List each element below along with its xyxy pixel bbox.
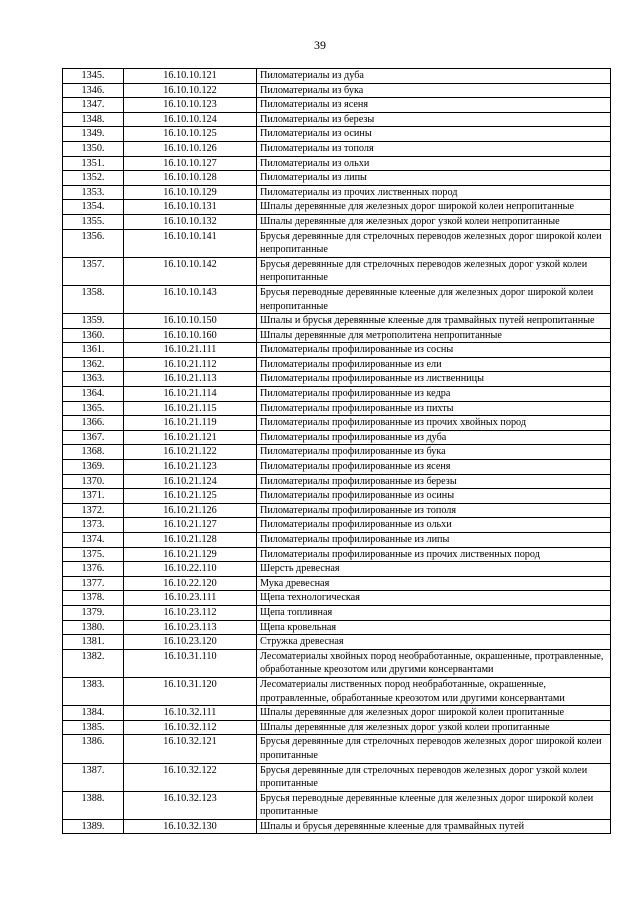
name-cell: Пиломатериалы из дуба — [257, 69, 611, 84]
table-row — [63, 387, 611, 402]
table-row — [63, 677, 611, 705]
code-cell: 16.10.32.130 — [124, 819, 257, 834]
table-row — [63, 591, 611, 606]
table-row — [63, 763, 611, 791]
table-row — [63, 620, 611, 635]
code-cell: 16.10.31.120 — [124, 677, 257, 705]
row-number-cell: 1368. — [63, 445, 124, 460]
row-number-cell: 1348. — [63, 112, 124, 127]
code-cell: 16.10.10.126 — [124, 141, 257, 156]
table-row — [63, 328, 611, 343]
table-row — [63, 200, 611, 215]
row-number-cell: 1369. — [63, 460, 124, 475]
code-cell: 16.10.10.125 — [124, 127, 257, 142]
name-cell: Пиломатериалы профилированные из сосны — [257, 343, 611, 358]
name-cell: Шпалы и брусья деревянные клееные для трамвайных путей — [257, 819, 611, 834]
code-cell: 16.10.32.111 — [124, 706, 257, 721]
table-row — [63, 69, 611, 84]
row-number-cell: 1371. — [63, 489, 124, 504]
row-number-cell: 1389. — [63, 819, 124, 834]
row-number-cell: 1354. — [63, 200, 124, 215]
row-number-cell: 1388. — [63, 791, 124, 819]
name-cell: Щепа технологическая — [257, 591, 611, 606]
name-cell: Пиломатериалы из липы — [257, 171, 611, 186]
row-number-cell: 1353. — [63, 185, 124, 200]
table-row — [63, 416, 611, 431]
name-cell: Шпалы деревянные для железных дорог широкой колеи пропитанные — [257, 706, 611, 721]
code-cell: 16.10.21.127 — [124, 518, 257, 533]
code-cell: 16.10.21.121 — [124, 430, 257, 445]
name-cell: Брусья деревянные для стрелочных переводов железных дорог широкой колеи пропитанные — [257, 735, 611, 763]
name-cell: Пиломатериалы профилированные из березы — [257, 474, 611, 489]
row-number-cell: 1385. — [63, 720, 124, 735]
table-row — [63, 547, 611, 562]
table-row — [63, 314, 611, 329]
code-cell: 16.10.21.114 — [124, 387, 257, 402]
name-cell: Брусья деревянные для стрелочных переводов железных дорог узкой колеи непропитанные — [257, 257, 611, 285]
row-number-cell: 1366. — [63, 416, 124, 431]
table-row — [63, 445, 611, 460]
table-row — [63, 430, 611, 445]
code-cell: 16.10.23.111 — [124, 591, 257, 606]
code-cell: 16.10.10.142 — [124, 257, 257, 285]
code-cell: 16.10.21.126 — [124, 503, 257, 518]
row-number-cell: 1373. — [63, 518, 124, 533]
table-row — [63, 518, 611, 533]
code-cell: 16.10.23.112 — [124, 605, 257, 620]
row-number-cell: 1360. — [63, 328, 124, 343]
name-cell: Шпалы деревянные для железных дорог широкой колеи непропитанные — [257, 200, 611, 215]
name-cell: Щепа кровельная — [257, 620, 611, 635]
name-cell: Пиломатериалы профилированные из ясеня — [257, 460, 611, 475]
code-cell: 16.10.32.123 — [124, 791, 257, 819]
name-cell: Брусья переводные деревянные клееные для железных дорог широкой колеи непропитанные — [257, 285, 611, 313]
name-cell: Пиломатериалы профилированные из осины — [257, 489, 611, 504]
code-cell: 16.10.21.123 — [124, 460, 257, 475]
row-number-cell: 1379. — [63, 605, 124, 620]
row-number-cell: 1380. — [63, 620, 124, 635]
code-cell: 16.10.10.150 — [124, 314, 257, 329]
name-cell: Пиломатериалы профилированные из пихты — [257, 401, 611, 416]
code-cell: 16.10.21.128 — [124, 533, 257, 548]
row-number-cell: 1362. — [63, 357, 124, 372]
name-cell: Лесоматериалы лиственных пород необработанные, окрашенные, протравленные, обработанные креозотом или другими консервантами — [257, 677, 611, 705]
row-number-cell: 1376. — [63, 562, 124, 577]
table-row — [63, 98, 611, 113]
name-cell: Пиломатериалы профилированные из бука — [257, 445, 611, 460]
name-cell: Пиломатериалы из осины — [257, 127, 611, 142]
code-cell: 16.10.10.160 — [124, 328, 257, 343]
page-number: 39 — [314, 38, 326, 52]
name-cell: Пиломатериалы из тополя — [257, 141, 611, 156]
row-number-cell: 1363. — [63, 372, 124, 387]
name-cell: Пиломатериалы профилированные из дуба — [257, 430, 611, 445]
table-row — [63, 185, 611, 200]
row-number-cell: 1358. — [63, 285, 124, 313]
name-cell: Пиломатериалы из ольхи — [257, 156, 611, 171]
table-row — [63, 343, 611, 358]
code-cell: 16.10.31.110 — [124, 649, 257, 677]
table-row — [63, 357, 611, 372]
row-number-cell: 1351. — [63, 156, 124, 171]
table-row — [63, 503, 611, 518]
table-row — [63, 229, 611, 257]
table-row — [63, 214, 611, 229]
name-cell: Шпалы деревянные для железных дорог узкой колеи пропитанные — [257, 720, 611, 735]
code-cell: 16.10.10.131 — [124, 200, 257, 215]
table-body — [63, 69, 611, 834]
name-cell: Шпалы и брусья деревянные клееные для трамвайных путей непропитанные — [257, 314, 611, 329]
table-row — [63, 156, 611, 171]
name-cell: Пиломатериалы из бука — [257, 83, 611, 98]
table-row — [63, 141, 611, 156]
code-cell: 16.10.10.128 — [124, 171, 257, 186]
code-cell: 16.10.21.112 — [124, 357, 257, 372]
code-cell: 16.10.10.124 — [124, 112, 257, 127]
row-number-cell: 1365. — [63, 401, 124, 416]
row-number-cell: 1361. — [63, 343, 124, 358]
row-number-cell: 1345. — [63, 69, 124, 84]
code-cell: 16.10.10.141 — [124, 229, 257, 257]
name-cell: Шпалы деревянные для метрополитена непропитанные — [257, 328, 611, 343]
row-number-cell: 1347. — [63, 98, 124, 113]
table-row — [63, 819, 611, 834]
code-cell: 16.10.21.115 — [124, 401, 257, 416]
name-cell: Пиломатериалы профилированные из прочих хвойных пород — [257, 416, 611, 431]
name-cell: Лесоматериалы хвойных пород необработанные, окрашенные, протравленные, обработанные креозотом или другими консервантами — [257, 649, 611, 677]
code-cell: 16.10.21.129 — [124, 547, 257, 562]
name-cell: Пиломатериалы профилированные из лиственницы — [257, 372, 611, 387]
name-cell: Брусья переводные деревянные клееные для железных дорог широкой колеи пропитанные — [257, 791, 611, 819]
row-number-cell: 1346. — [63, 83, 124, 98]
row-number-cell: 1387. — [63, 763, 124, 791]
table-row — [63, 635, 611, 650]
name-cell: Пиломатериалы из березы — [257, 112, 611, 127]
table-row — [63, 257, 611, 285]
row-number-cell: 1382. — [63, 649, 124, 677]
row-number-cell: 1383. — [63, 677, 124, 705]
table-row — [63, 706, 611, 721]
classification-table — [62, 68, 611, 834]
row-number-cell: 1356. — [63, 229, 124, 257]
code-cell: 16.10.21.125 — [124, 489, 257, 504]
table-row — [63, 562, 611, 577]
code-cell: 16.10.10.123 — [124, 98, 257, 113]
table-row — [63, 791, 611, 819]
row-number-cell: 1359. — [63, 314, 124, 329]
name-cell: Шпалы деревянные для железных дорог узкой колеи непропитанные — [257, 214, 611, 229]
code-cell: 16.10.21.113 — [124, 372, 257, 387]
code-cell: 16.10.23.113 — [124, 620, 257, 635]
table-row — [63, 720, 611, 735]
table-row — [63, 605, 611, 620]
code-cell: 16.10.21.119 — [124, 416, 257, 431]
name-cell: Пиломатериалы профилированные из кедра — [257, 387, 611, 402]
name-cell: Брусья деревянные для стрелочных переводов железных дорог узкой колеи пропитанные — [257, 763, 611, 791]
row-number-cell: 1377. — [63, 576, 124, 591]
table-row — [63, 372, 611, 387]
row-number-cell: 1370. — [63, 474, 124, 489]
table-row — [63, 285, 611, 313]
row-number-cell: 1375. — [63, 547, 124, 562]
name-cell: Пиломатериалы профилированные из липы — [257, 533, 611, 548]
code-cell: 16.10.21.122 — [124, 445, 257, 460]
name-cell: Шерсть древесная — [257, 562, 611, 577]
row-number-cell: 1355. — [63, 214, 124, 229]
code-cell: 16.10.10.132 — [124, 214, 257, 229]
code-cell: 16.10.23.120 — [124, 635, 257, 650]
name-cell: Мука древесная — [257, 576, 611, 591]
row-number-cell: 1378. — [63, 591, 124, 606]
code-cell: 16.10.10.122 — [124, 83, 257, 98]
name-cell: Пиломатериалы профилированные из тополя — [257, 503, 611, 518]
code-cell: 16.10.32.122 — [124, 763, 257, 791]
table-row — [63, 83, 611, 98]
name-cell: Пиломатериалы профилированные из ольхи — [257, 518, 611, 533]
table-row — [63, 460, 611, 475]
code-cell: 16.10.10.121 — [124, 69, 257, 84]
name-cell: Пиломатериалы из ясеня — [257, 98, 611, 113]
row-number-cell: 1357. — [63, 257, 124, 285]
table-row — [63, 112, 611, 127]
table-row — [63, 576, 611, 591]
table-row — [63, 127, 611, 142]
table-row — [63, 735, 611, 763]
table-row — [63, 401, 611, 416]
table-row — [63, 171, 611, 186]
code-cell: 16.10.10.143 — [124, 285, 257, 313]
table-row — [63, 489, 611, 504]
code-cell: 16.10.22.120 — [124, 576, 257, 591]
row-number-cell: 1367. — [63, 430, 124, 445]
row-number-cell: 1374. — [63, 533, 124, 548]
code-cell: 16.10.22.110 — [124, 562, 257, 577]
row-number-cell: 1386. — [63, 735, 124, 763]
row-number-cell: 1381. — [63, 635, 124, 650]
code-cell: 16.10.10.127 — [124, 156, 257, 171]
row-number-cell: 1372. — [63, 503, 124, 518]
row-number-cell: 1352. — [63, 171, 124, 186]
table-row — [63, 649, 611, 677]
name-cell: Стружка древесная — [257, 635, 611, 650]
code-cell: 16.10.21.124 — [124, 474, 257, 489]
row-number-cell: 1384. — [63, 706, 124, 721]
name-cell: Пиломатериалы профилированные из ели — [257, 357, 611, 372]
name-cell: Пиломатериалы профилированные из прочих лиственных пород — [257, 547, 611, 562]
row-number-cell: 1364. — [63, 387, 124, 402]
name-cell: Щепа топливная — [257, 605, 611, 620]
name-cell: Пиломатериалы из прочих лиственных пород — [257, 185, 611, 200]
code-cell: 16.10.32.112 — [124, 720, 257, 735]
code-cell: 16.10.10.129 — [124, 185, 257, 200]
row-number-cell: 1349. — [63, 127, 124, 142]
row-number-cell: 1350. — [63, 141, 124, 156]
code-cell: 16.10.21.111 — [124, 343, 257, 358]
table-row — [63, 533, 611, 548]
name-cell: Брусья деревянные для стрелочных переводов железных дорог широкой колеи непропитанные — [257, 229, 611, 257]
code-cell: 16.10.32.121 — [124, 735, 257, 763]
table-row — [63, 474, 611, 489]
